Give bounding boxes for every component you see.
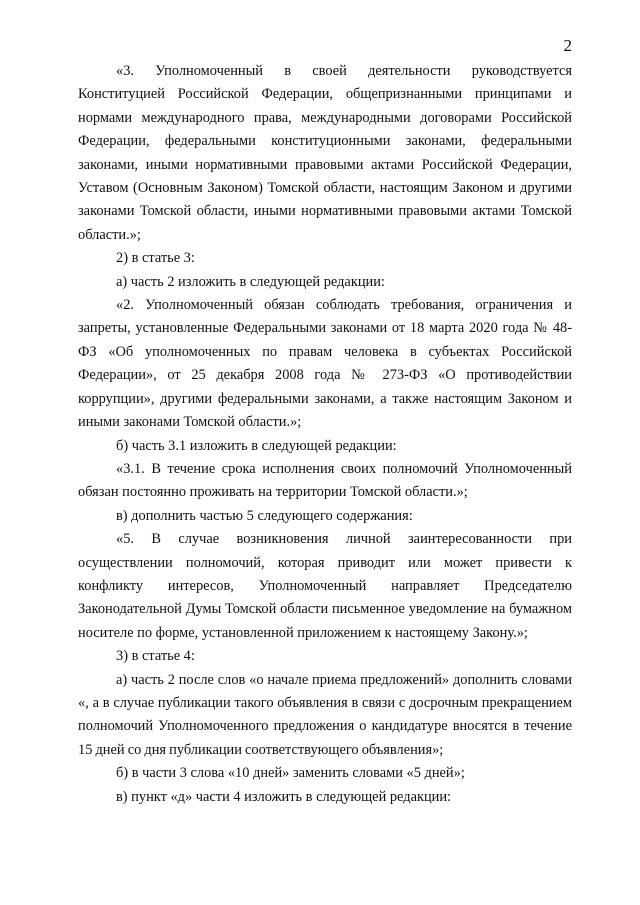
paragraph-article-4-subitem-a: а) часть 2 после слов «о начале приема предложений» дополнить словами «, а в случае публикации такого объявления в связи с досрочным прекращением полномочий Уполномоченного предложения о кандидатуре вносятся в течение 15 дней со дня публикации соответствующего объявления»; — [78, 671, 572, 758]
paragraph-clause-5-text: «5. В случае возникновения личной заинтересованности при осуществлении полномочий, которая приводит или может привести к конфликту интересов, Уполномоченный направляет Председателю Законодательной Думы Томской области письменное уведомление на бумажном носителе по форме, установленной приложением к настоящему Закону.»; — [78, 531, 572, 641]
paragraph-subitem-a: а) часть 2 изложить в следующей редакции: — [116, 273, 385, 290]
page-number: 2 — [563, 36, 572, 55]
paragraph-clause-2-text: «2. Уполномоченный обязан соблюдать требования, ограничения и запреты, установленные Федеральными законами от 18 марта 2020 года № 48-ФЗ «Об уполномоченных по правам человека в субъектах Российской Федерации», от 25 декабря 2008 года № 273-ФЗ «О противодействии коррупции», другими федеральными законами, а также настоящим Законом и иными законами Томской области.»; — [78, 297, 572, 431]
paragraph-article-4-subitem-v: в) пункт «д» части 4 изложить в следующей редакции: — [116, 788, 452, 805]
paragraph-subitem-b: б) часть 3.1 изложить в следующей редакции: — [116, 437, 397, 454]
paragraph-clause-3-1-text: «3.1. В течение срока исполнения своих полномочий Уполномоченный обязан постоянно проживать на территории Томской области.»; — [78, 460, 572, 501]
paragraph-article-4-subitem-b: б) в части 3 слова «10 дней» заменить словами «5 дней»; — [116, 765, 465, 782]
paragraph-subitem-v: в) дополнить частью 5 следующего содержания: — [116, 507, 413, 524]
document-body — [78, 60, 572, 809]
paragraph-item-2-article-3: 2) в статье 3: — [116, 250, 195, 267]
paragraph-clause-3-text: «3. Уполномоченный в своей деятельности руководствуется Конституцией Российской Федерации, общепризнанными принципами и нормами международного права, международными договорами Российской Федерации, федеральными конституционными законами, федеральными законами, иными нормативными правовыми актами Российской Федерации, Уставом (Основным Законом) Томской области, настоящим Законом и другими законами Томской области, иными нормативными правовыми актами Томской области.»; — [78, 63, 572, 243]
paragraph-item-3-article-4: 3) в статье 4: — [116, 648, 195, 665]
